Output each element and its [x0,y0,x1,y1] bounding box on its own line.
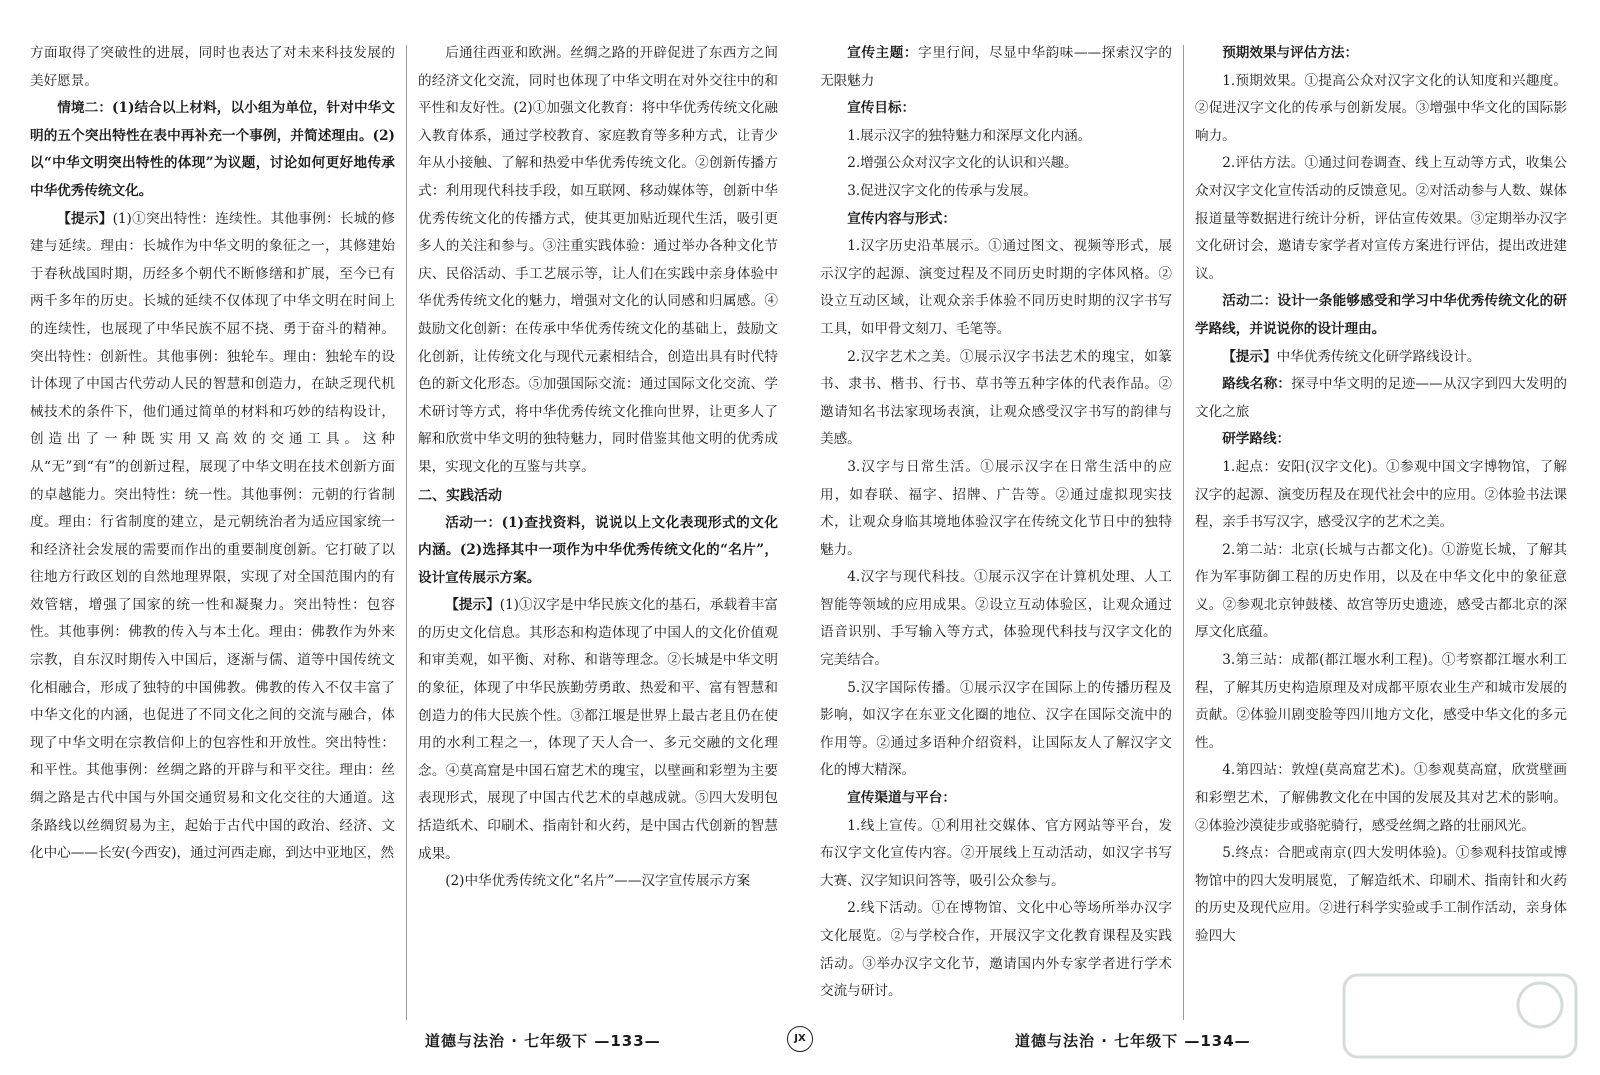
watermark-logo [1340,971,1580,1061]
paragraph [418,592,778,868]
paragraph-text: 活动一：(1)查找资料，说说以上文化表现形式的文化内涵。(2)选择其中一项作为中华优秀传统文化的“名片”，设计宣传展示方案。 [418,514,778,586]
paragraph [1195,840,1567,950]
column-divider [1183,45,1184,1020]
paragraph-text: 二、实践活动 [418,487,502,504]
subheading [1195,40,1567,68]
paragraph-text: 2.线下活动。①在博物馆、文化中心等场所举办汉字文化展览。②与学校合作，开展汉字文化教育课程及实践活动。③举办汉字文化节，邀请国内外专家学者进行学术交流与研讨。 [820,900,1172,1000]
lead-label: 【提示】 [57,210,113,227]
right-column-2 [1195,40,1567,1015]
paragraph-text: 4.汉字与现代科技。①展示汉字在计算机处理、人工智能等领域的应用成果。②设立互动体验区，让观众通过语音识别、手写输入等方式，体验现代科技与汉字文化的完美结合。 [820,569,1172,669]
left-column-2 [418,40,778,1015]
paragraph [820,40,1172,95]
paragraph [820,813,1172,896]
paragraph [1195,371,1567,426]
column-divider [406,45,407,1020]
paragraph-text: 2.评估方法。①通过问卷调查、线上互动等方式，收集公众对汉字文化宣传活动的反馈意见。②对活动参与人数、媒体报道量等数据进行统计分析，评估宣传效果。③定期举办汉字文化研讨会，邀请专家学者对宣传方案进行评估，提出改进建议。 [1195,155,1567,282]
subheading [820,95,1172,123]
question-prompt [418,510,778,593]
paragraph [418,868,778,896]
paragraph-text: 3.促进汉字文化的传承与发展。 [847,182,1037,199]
lead-label: 【提示】 [1222,348,1277,365]
paragraph [30,40,395,95]
page-footer-134: 道德与法治 · 七年级下 —134— [1015,1032,1251,1050]
paragraph [30,206,395,868]
paragraph-text: (1)①汉字是中华民族文化的基石，承载着丰富的历史文化信息。其形态和构造体现了中国人的文化价值观和审美观，如平衡、对称、和谐等理念。②长城是中华文明的象征，体现了中华民族勤劳勇敢、热爱和平、富有智慧和创造力的伟大民族个性。③都江堰是世界上最古老且仍在使用的水利工程之一，体现了天人合一、多元交融的文化理念。④莫高窟是中国石窟艺术的瑰宝，以壁画和彩塑为主要表现形式，展现了中国古代艺术的卓越成就。⑤四大发明包括造纸术、印刷术、指南针和火药，是中国古代创新的智慧成果。 [418,597,778,862]
lead-label: 路线名称： [1222,376,1292,393]
paragraph-text: 预期效果与评估方法： [1222,45,1359,61]
paragraph [820,344,1172,454]
paragraph [820,233,1172,343]
paragraph [1195,454,1567,537]
paragraph-text: 活动二：设计一条能够感受和学习中华优秀传统文化的研学路线，并说说你的设计理由。 [1195,293,1567,337]
paragraph [1195,757,1567,840]
paragraph-text: 2.汉字艺术之美。①展示汉字书法艺术的瑰宝，如篆书、隶书、楷书、行书、草书等五种字体的代表作品。②邀请知名书法家现场表演，让观众感受汉字书写的韵律与美感。 [820,348,1172,448]
paragraph-text: 中华优秀传统文化研学路线设计。 [1276,348,1481,365]
paragraph-text: 3.汉字与日常生活。①展示汉字在日常生活中的应用，如春联、福字、招牌、广告等。②通过虚拟现实技术，让观众身临其境地体验汉字在传统文化节日中的独特魅力。 [820,458,1172,558]
paragraph [418,40,778,482]
paragraph-text: 后通往西亚和欧洲。丝绸之路的开辟促进了东西方之间的经济文化交流，同时也体现了中华文明在对外交往中的和平性和友好性。(2)①加强文化教育：将中华优秀传统文化融入教育体系，通过学校教育、家庭教育等多种方式，让青少年从小接触、了解和热爱中华优秀传统文化。②创新传播方式：利用现代科技手段，如互联网、移动媒体等，创新中华优秀传统文化的传播方式，使其更加贴近现代生活，吸引更多人的关注和参与。③注重实践体验：通过举办各种文化节庆、民俗活动、手工艺展示等，让人们在实践中亲身体验中华优秀传统文化的魅力，增强对文化的认同感和归属感。④鼓励文化创新：在传承中华优秀传统文化的基础上，鼓励文化创新，让传统文化与现代元素相结合，创造出具有时代特色的新文化形态。⑤加强国际交流：通过国际文化交流、学术研讨等方式，将中华优秀传统文化推向世界，让更多人了解和欣赏中华文明的独特魅力，同时借鉴其他文明的优秀成果，实现文化的互鉴与共享。 [418,45,778,475]
paragraph-text: 2.增强公众对汉字文化的认识和兴趣。 [847,155,1078,172]
left-column-1 [30,40,395,1015]
paragraph [1195,537,1567,647]
paragraph [1195,344,1567,372]
paragraph-text: 研学路线： [1222,431,1291,448]
subheading [820,785,1172,813]
paragraph-text: 1.汉字历史沿革展示。①通过图文、视频等形式，展示汉字的起源、演变过程及不同历史时期的字体风格。②设立互动区域，让观众亲手体验不同历史时期的汉字书写工具，如甲骨文刻刀、毛笔等。 [820,238,1172,337]
paragraph-text: 方面取得了突破性的进展，同时也表达了对未来科技发展的美好愿景。 [30,45,395,89]
paragraph-text: 字里行间，尽显中华韵味——探索汉字的无限魅力 [820,45,1172,89]
paragraph [820,178,1172,206]
paragraph-text: 5.汉字国际传播。①展示汉字在国际上的传播历程及影响，如汉字在东亚文化圈的地位、汉字在国际交流中的作用等。②通过多语种介绍资料，让国际友人了解汉字文化的博大精深。 [820,679,1172,779]
paragraph-text: 1.线上宣传。①利用社交媒体、官方网站等平台，发布汉字文化宣传内容。②开展线上互动活动，如汉字书写大赛、汉字知识问答等，吸引公众参与。 [820,817,1172,889]
paragraph [820,564,1172,674]
paragraph-text: 1.展示汉字的独特魅力和深厚文化内涵。 [847,127,1092,144]
right-column-1 [820,40,1172,1015]
lead-label: 【提示】 [445,597,500,614]
subheading [1195,426,1567,454]
section-heading [418,482,778,510]
paragraph-text: (2)中华优秀传统文化“名片”——汉字宣传展示方案 [445,873,751,890]
paragraph [820,150,1172,178]
paragraph-text: 宣传内容与形式： [847,210,956,227]
subheading [820,206,1172,234]
paragraph-text: 1.起点：安阳(汉字文化)。①参观中国文字博物馆，了解汉字的起源、演变历程及在现代社会中的应用。②体验书法课程，亲手书写汉字，感受汉字的艺术之美。 [1195,458,1567,531]
paragraph [820,675,1172,785]
paragraph-text: 3.第三站：成都(都江堰水利工程)。①考察都江堰水利工程，了解其历史构造原理及对成都平原农业生产和城市发展的贡献。②体验川剧变脸等四川地方文化，感受中华文化的多元性。 [1195,652,1567,751]
paragraph [820,895,1172,1005]
paragraph-text: 5.终点：合肥或南京(四大发明体验)。①参观科技馆或博物馆中的四大发明展览，了解造纸术、印刷术、指南针和火药的历史及现代应用。②进行科学实验或手工制作活动，亲身体验四大 [1195,845,1567,944]
question-prompt [30,95,395,205]
paragraph-text: 1.预期效果。①提高公众对汉字文化的认知度和兴趣度。②促进汉字文化的传承与创新发展。③增强中华文化的国际影响力。 [1195,72,1567,144]
paragraph [1195,647,1567,757]
center-publisher-mark: JX [787,1026,813,1052]
paragraph-text: 宣传目标： [847,100,916,117]
paragraph [820,123,1172,151]
paragraph-text: 4.第四站：敦煌(莫高窟艺术)。①参观莫高窟，欣赏壁画和彩塑艺术，了解佛教文化在中国的发展及其对艺术的影响。②体验沙漠徒步或骆驼骑行，感受丝绸之路的壮丽风光。 [1195,762,1567,834]
paragraph-text: 探寻中华文明的足迹——从汉字到四大发明的文化之旅 [1195,376,1567,420]
paragraph-text: 情境二：(1)结合以上材料，以小组为单位，针对中华文明的五个突出特性在表中再补充一个事例，并简述理由。(2)以“中华文明突出特性的体现”为议题，讨论如何更好地传承中华优秀传统文化。 [30,100,395,199]
page-footer-133: 道德与法治 · 七年级下 —133— [425,1032,661,1050]
paragraph [1195,68,1567,151]
paragraph-text: (1)①突出特性：连续性。其他事例：长城的修建与延续。理由：长城作为中华文明的象征之一，其修建始于春秋战国时期，历经多个朝代不断修缮和扩展，至今已有两千多年的历史。长城的延续不仅体现了中华文明在时间上的连续性，也展现了中华民族不屈不挠、勇于奋斗的精神。突出特性：创新性。其他事例：独轮车。理由：独轮车的设计体现了中国古代劳动人民的智慧和创造力，在缺乏现代机械技术的条件下，他们通过简单的材料和巧妙的结构设计，创造出了一种既实用又高效的交通工具。这种从“无”到“有”的创新过程，展现了中华文明在技术创新方面的卓越能力。突出特性：统一性。其他事例：元朝的行省制度。理由：行省制度的建立，是元朝统治者为适应国家统一和经济社会发展的需要而作出的重要制度创新。它打破了以往地方行政区划的自然地理界限，实现了对全国范围内的有效管辖，增强了国家的统一性和凝聚力。突出特性：包容性。其他事例：佛教的传入与本土化。理由：佛教作为外来宗教，自东汉时期传入中国后，逐渐与儒、道等中国传统文化相融合，形成了独特的中国佛教。佛教的传入不仅丰富了中华文化的内涵，也促进了不同文化之间的交流与融合，体现了中华文明在宗教信仰上的包容性和开放性。突出特性：和平性。其他事例：丝绸之路的开辟与和平交往。理由：丝绸之路是古代中国与外国交通贸易和文化交往的大通道。这条路线以丝绸贸易为主，起始于古代中国的政治、经济、文化中心——长安(今西安)，通过河西走廊，到达中亚地区，然 [30,210,395,862]
question-prompt [1195,288,1567,343]
lead-label: 宣传主题： [847,45,919,61]
right-page [800,0,1600,1075]
paragraph-text: 宣传渠道与平台： [847,790,956,807]
paragraph [1195,150,1567,288]
paragraph [820,454,1172,564]
paragraph-text: 2.第二站：北京(长城与古都文化)。①游览长城，了解其作为军事防御工程的历史作用，以及在中华文化中的象征意义。②参观北京钟鼓楼、故宫等历史遗迹，感受古都北京的深厚文化底蕴。 [1195,541,1567,641]
